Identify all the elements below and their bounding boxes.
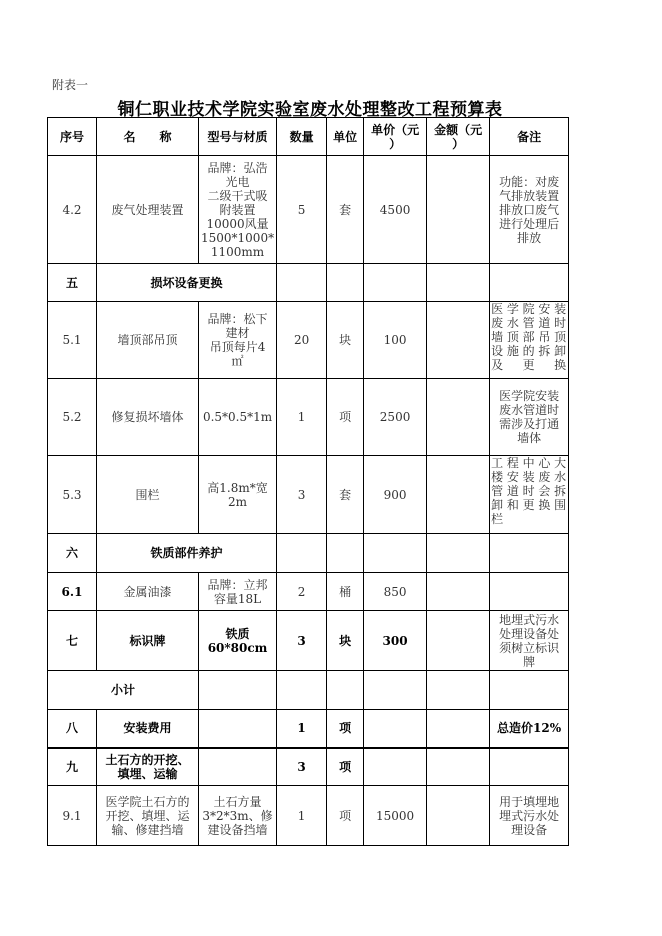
cell-qty: 1: [277, 379, 327, 456]
cell-seq: 9.1: [48, 786, 97, 846]
cell-remark: 地埋式污水 处理设备处 须树立标识 牌: [490, 611, 569, 671]
cell-unit: 桶: [327, 573, 364, 611]
cell-amount: [427, 786, 490, 846]
cell-qty: [277, 264, 327, 302]
cell-amount: [427, 156, 490, 264]
cell-unit-price: [364, 264, 427, 302]
cell-qty: 3: [277, 748, 327, 786]
cell-amount: [427, 379, 490, 456]
cell-name: 墙顶部吊顶: [97, 302, 199, 379]
cell-remark: [490, 573, 569, 611]
cell-unit: 块: [327, 302, 364, 379]
cell-seq: 4.2: [48, 156, 97, 264]
cell-seq: 五: [48, 264, 97, 302]
cell-unit: 套: [327, 156, 364, 264]
cell-qty: 1: [277, 786, 327, 846]
cell-unit-price: [364, 748, 427, 786]
cell-name: 金属油漆: [97, 573, 199, 611]
cell-unit: 块: [327, 611, 364, 671]
cell-amount: [427, 671, 490, 710]
table-row: [48, 302, 569, 379]
cell-unit-price: 2500: [364, 379, 427, 456]
cell-model: 铁质 60*80cm: [199, 611, 277, 671]
cell-name: 损坏设备更换: [97, 264, 277, 302]
cell-name: 土石方的开挖、 填埋、运输: [97, 748, 199, 786]
cell-remark: [490, 264, 569, 302]
cell-remark: 医学院安装 废水管道时 需涉及打通 墙体: [490, 379, 569, 456]
cell-unit: 项: [327, 379, 364, 456]
table-row: [48, 264, 569, 302]
cell-remark: 医学院安装废水管道时墙顶部吊顶设施的拆卸及更换: [490, 302, 569, 379]
cell-qty: 20: [277, 302, 327, 379]
cell-amount: [427, 710, 490, 748]
cell-name: 标识牌: [97, 611, 199, 671]
cell-model: [199, 748, 277, 786]
cell-model: [199, 671, 277, 710]
cell-name: 铁质部件养护: [97, 534, 277, 573]
table-row: [48, 534, 569, 573]
cell-unit-price: 100: [364, 302, 427, 379]
header-name: 名 称: [97, 118, 199, 156]
cell-qty: 5: [277, 156, 327, 264]
cell-remark: 工程中心大楼安装废水管道时会拆卸和更换围栏: [490, 456, 569, 534]
cell-unit: 项: [327, 786, 364, 846]
cell-model: 品牌：立邦 容量18L: [199, 573, 277, 611]
cell-unit: 套: [327, 456, 364, 534]
cell-unit-price: [364, 534, 427, 573]
cell-name: 安装费用: [97, 710, 199, 748]
header-unit-price: 单价（元 ）: [364, 118, 427, 156]
header-seq: 序号: [48, 118, 97, 156]
cell-unit: [327, 264, 364, 302]
appendix-label: 附表一: [52, 78, 89, 92]
cell-unit-price: 900: [364, 456, 427, 534]
cell-model: 品牌：松下 建材 吊顶每片4 ㎡: [199, 302, 277, 379]
header-unit: 单位: [327, 118, 364, 156]
header-row: [48, 118, 569, 156]
cell-qty: 3: [277, 611, 327, 671]
cell-name: 废气处理装置: [97, 156, 199, 264]
cell-model: [199, 710, 277, 748]
cell-amount: [427, 456, 490, 534]
cell-seq: 5.3: [48, 456, 97, 534]
header-amount: 金额（元 ）: [427, 118, 490, 156]
cell-amount: [427, 264, 490, 302]
table-row: [48, 786, 569, 846]
table-row: [48, 710, 569, 748]
cell-seq: 小计: [48, 671, 199, 710]
cell-name: 围栏: [97, 456, 199, 534]
cell-model: 0.5*0.5*1m: [199, 379, 277, 456]
cell-qty: [277, 671, 327, 710]
cell-seq: 七: [48, 611, 97, 671]
cell-unit-price: [364, 671, 427, 710]
cell-unit: 项: [327, 710, 364, 748]
cell-amount: [427, 302, 490, 379]
table-row: [48, 671, 569, 710]
cell-unit-price: 300: [364, 611, 427, 671]
cell-amount: [427, 748, 490, 786]
cell-name: 修复损坏墙体: [97, 379, 199, 456]
cell-unit: [327, 671, 364, 710]
table-row: [48, 573, 569, 611]
cell-remark: 用于填埋地 埋式污水处 理设备: [490, 786, 569, 846]
table-row: [48, 748, 569, 786]
cell-model: 品牌：弘浩 光电 二级干式吸 附装置 10000风量 1500*1000* 1100mm: [199, 156, 277, 264]
cell-qty: 1: [277, 710, 327, 748]
header-qty: 数量: [277, 118, 327, 156]
cell-seq: 八: [48, 710, 97, 748]
header-remark: 备注: [490, 118, 569, 156]
cell-unit-price: 15000: [364, 786, 427, 846]
cell-remark: [490, 534, 569, 573]
cell-seq: 九: [48, 748, 97, 786]
cell-qty: [277, 534, 327, 573]
cell-remark: [490, 671, 569, 710]
cell-amount: [427, 573, 490, 611]
cell-seq: 6.1: [48, 573, 97, 611]
table-row: [48, 156, 569, 264]
cell-remark: [490, 748, 569, 786]
cell-unit: 项: [327, 748, 364, 786]
table-row: [48, 456, 569, 534]
cell-amount: [427, 611, 490, 671]
cell-unit-price: [364, 710, 427, 748]
cell-model: 土石方量 3*2*3m、修 建设备挡墙: [199, 786, 277, 846]
cell-seq: 5.2: [48, 379, 97, 456]
cell-seq: 5.1: [48, 302, 97, 379]
document-title: 铜仁职业技术学院实验室废水处理整改工程预算表: [117, 100, 503, 120]
cell-remark: 功能：对废 气排放装置 排放口废气 进行处理后 排放: [490, 156, 569, 264]
cell-unit-price: 4500: [364, 156, 427, 264]
cell-amount: [427, 534, 490, 573]
cell-qty: 2: [277, 573, 327, 611]
header-model: 型号与材质: [199, 118, 277, 156]
table-row: [48, 611, 569, 671]
cell-unit: [327, 534, 364, 573]
budget-table: [47, 117, 569, 846]
table-row: [48, 379, 569, 456]
cell-seq: 六: [48, 534, 97, 573]
cell-qty: 3: [277, 456, 327, 534]
cell-name: 医学院土石方的 开挖、填埋、运 输、修建挡墙: [97, 786, 199, 846]
cell-remark: 总造价12%: [490, 710, 569, 748]
cell-unit-price: 850: [364, 573, 427, 611]
cell-model: 高1.8m*宽 2m: [199, 456, 277, 534]
